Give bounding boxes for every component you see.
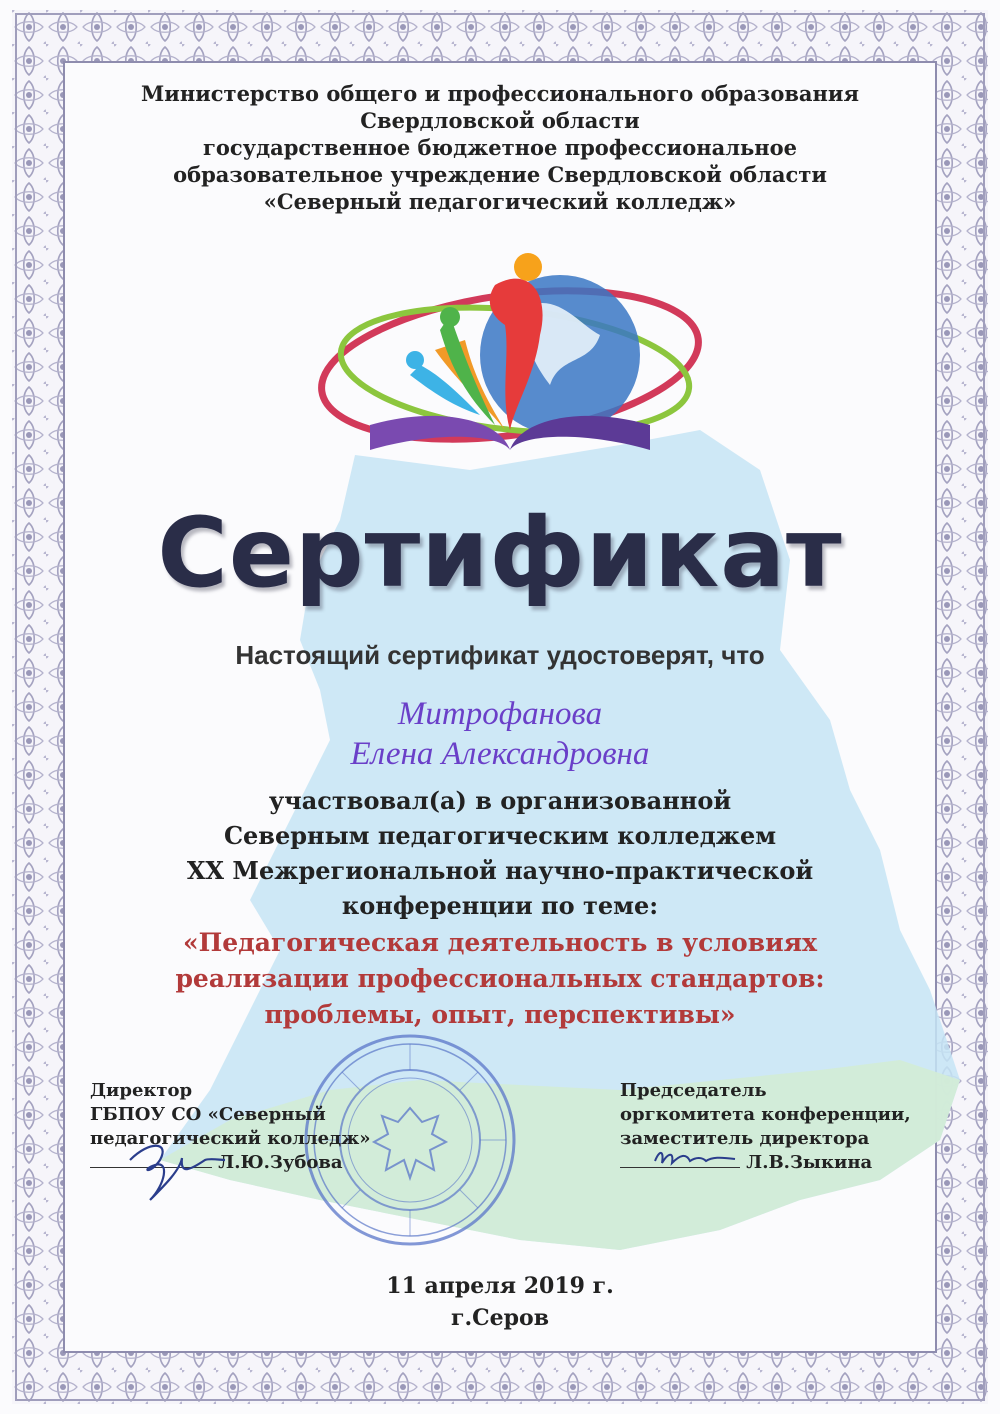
director-institution-cont: педагогический колледж» [90,1128,371,1149]
body-line: XX Межрегиональной научно-практической [186,856,814,885]
org-line: Министерство общего и профессионального образования [141,81,859,106]
topic-line: «Педагогическая деятельность в условиях [183,928,817,957]
college-logo [300,245,720,475]
chair-handwritten-signature [650,1143,740,1173]
org-line: «Северный педагогический колледж» [263,189,737,214]
recipient-given-names: Елена Александровна [350,736,650,772]
issue-city: г.Серов [451,1305,549,1331]
certificate-title: Сертификат [157,497,843,609]
recipient-surname: Митрофанова [397,696,603,732]
chair-position: заместитель директора [620,1128,870,1149]
issue-info [0,1270,1000,1334]
conference-topic [0,925,1000,1033]
director-institution: ГБПОУ СО «Северный [90,1104,326,1125]
director-name: Л.Ю.Зубова [218,1152,343,1173]
recipient-name [0,694,1000,774]
director-handwritten-signature [120,1130,230,1210]
topic-line: проблемы, опыт, перспективы» [264,1000,736,1029]
chair-name: Л.В.Зыкина [746,1152,873,1173]
director-role: Директор [90,1080,193,1101]
topic-line: реализации профессиональных стандартов: [175,964,825,993]
body-line: участвовал(а) в организованной [268,786,732,815]
issue-date: 11 апреля 2019 г. [386,1273,614,1299]
body-line: конференции по теме: [341,891,659,920]
body-line: Северным педагогическим колледжем [223,821,777,850]
issuing-organization [0,80,1000,215]
participation-text [0,783,1000,923]
chair-role: Председатель [620,1080,767,1101]
chair-committee: оргкомитета конференции, [620,1104,911,1125]
org-line: государственное бюджетное профессиональное [202,135,798,160]
org-line: образовательное учреждение Свердловской области [173,162,827,187]
org-line: Свердловской области [360,108,640,133]
intro-text: Настоящий сертификат удостоверят, что [235,640,765,670]
